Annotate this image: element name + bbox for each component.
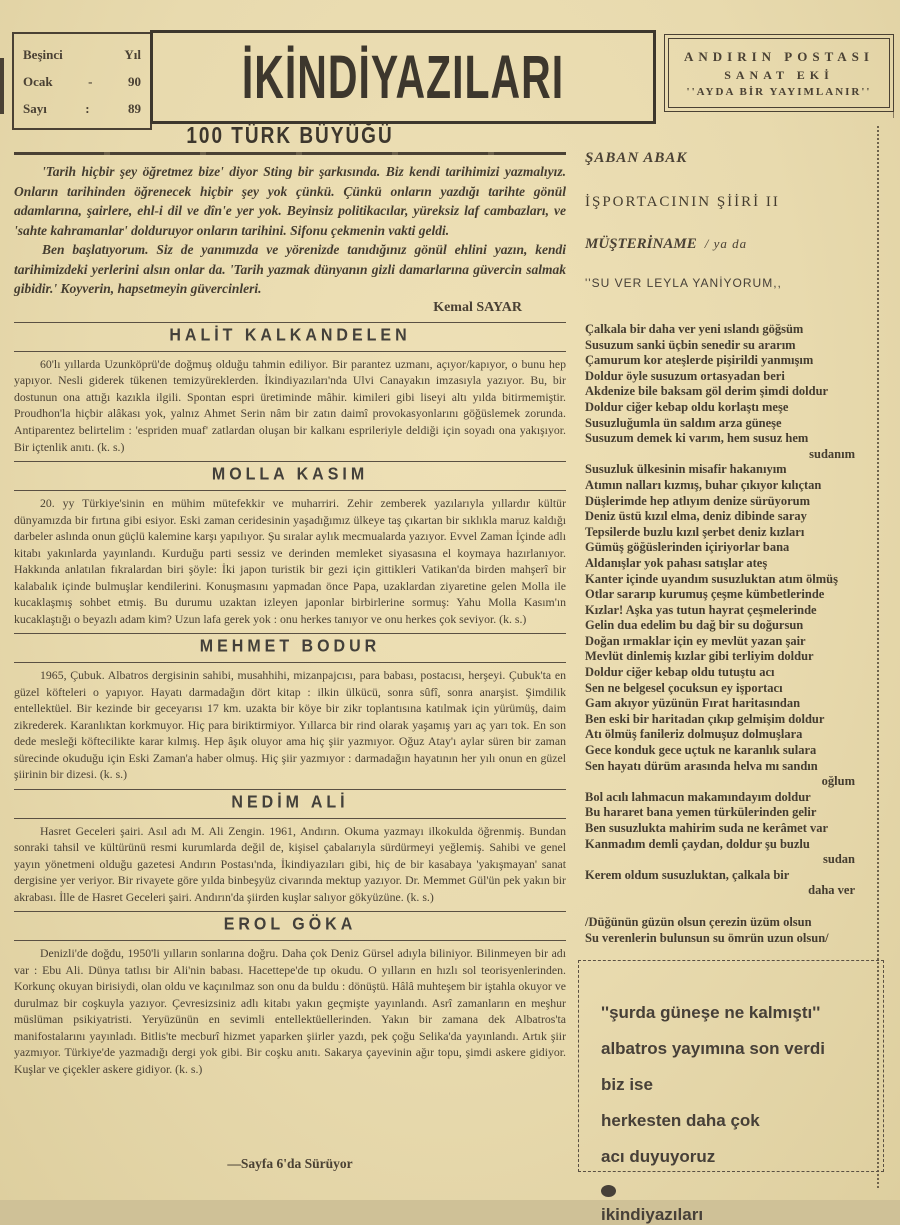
poem-line: Doldur öyle susuzum ortasyadan beri [585,368,785,383]
section-title-rule [14,490,566,491]
section-body: Denizli'de doğdu, 1950'li yılların sonlarına doğru. Daha çok Deniz Gürsel adıyla biliniyor. Bilinmeyen bir adı var : Ebu Ali. Dünya tatlısı bir Ali'nin babası. Hacettepe'de tıp okudu. O yılların en hızlı sol teorisyenlerinden. Korkunç okuyan birisiydi, olan oldu ve kaçınılmaz son onu da buldu : dönüştü. Hâlâ muhteşem bir iştahla okuyor ve durulmaz bir coşkuyla yazıyor. Çevresizsiniz adlı kitabı yakın geçmişte yayınlandı. Asrî zamanların en meşhur müslüman psikiyatristi. Yeryüzünün en sevimli entellektüellerinden. Yakın bir zamana dek Albatros'ta manifostalarını yayınladı. Bitlis'te mecburî hizmet yaparken şiirler yazdı, pek çoğu Selika'da yayınlandı. Artık şiir yazmıyor. Türkiye'de yazmadığı dergi yok gibi. Bir coşku anıtı. Sakarya çayevinin ağır topu, şimdi askere gidiyor. Kuşlar ve çiçekler askere gidiyor. (k. s.) [14,946,566,1076]
section-title: MOLLA KASIM [211,465,369,484]
profile-section [14,794,566,913]
couplet-line: /Düğünün güzün olsun çerezin üzüm olsun [585,914,812,929]
section-divider [14,633,566,634]
profile-section [14,466,566,634]
masthead-box [150,30,656,124]
poem-line: Kızlar! Aşka yas tutun hayrat çeşmelerinde [585,602,817,617]
notice-line: herkesten daha çok [601,1111,760,1130]
bullet-icon [601,1185,616,1197]
profile-section [14,916,566,1077]
poem-line: Kanter içinde uyandım susuzluktan atım ölmüş [585,571,838,586]
issue-separator: : [85,100,90,116]
section-title-wrap [14,638,566,656]
masthead-title: İKİNDİYAZILARI [241,41,565,111]
section-title: HALİT KALKANDELEN [169,326,411,345]
section-title: EROL GÖKA [223,915,357,935]
section-title-wrap [14,916,566,934]
issue-info-row [23,47,141,63]
closing-couplet [585,914,877,946]
poem-line: Doldur ciğer kebap oldu korlaştı meşe [585,399,789,414]
section-title-wrap [14,794,566,812]
editor-signature: Kemal SAYAR [433,299,522,315]
poem-line: Düşlerimde hep atlıyım denize sürüyorum [585,493,810,508]
poem-line: Ben susuzlukta mahirim suda ne kerâmet var [585,821,829,835]
section-title-rule [14,818,566,819]
poem-line: Gam akıyor yüzünün Fırat haritasından [585,696,801,711]
issue-separator [90,47,98,63]
intro-editorial [14,162,566,316]
profile-section [14,638,566,790]
poem-body [585,322,877,899]
supplement-info-inner [668,38,890,108]
section-divider [14,911,566,912]
poem-line: Otlar sararıp kurumuş çeşme kümbetlerinde [585,587,825,602]
section-title-wrap [14,327,566,345]
poem-line: Atımın nalları kızmış, buhar çıkıyor kılıçtan [585,477,822,492]
poem-line: oğlum [821,774,855,789]
section-title-rule [14,940,566,941]
section-title: MEHMET BODUR [199,637,381,656]
poem-line: Tepsilerde buzlu kızıl şerbet deniz kızları [585,524,805,539]
issue-label: Ocak [23,73,53,89]
supplement-info-line: SANAT EKİ [724,67,834,82]
poem-line: Akdenize bile baksam göl derim şimdi doldur [585,384,829,399]
notice-line: albatros yayımına son verdi [601,1039,825,1058]
issue-value: Yıl [124,47,141,63]
supplement-info-line: ANDIRIN POSTASI [684,48,874,64]
poem-line: Çalkala bir daha ver yeni ıslandı göğsüm [585,322,804,336]
poem-line: Gelin dua edelim bu dağ bir su doğursun [585,618,804,633]
supplement-info-box [664,34,894,112]
issue-info-row [23,74,141,90]
poem-line: Kerem oldum susuzluktan, çalkala bir [585,867,790,882]
poem-line: Sen ne belgesel çocuksun ey işportacı [585,680,783,695]
poem-line: Gümüş göğüslerinden içiriyorlar bana [585,540,790,555]
notice-line: ''şurda güneşe ne kalmıştı'' [601,1003,821,1022]
notice-line: acı duyuyoruz [601,1147,716,1166]
poem-line: Susuzluk ülkesinin misafir hakanıyım [585,462,787,477]
poem-line: sudanım [809,446,855,461]
issue-value: 89 [128,100,141,116]
brand-name: ikindiyazıları [601,1205,704,1224]
poem-line: Susuzum demek ki varım, hem susuz hem [585,431,809,446]
notice-line: biz ise [601,1075,653,1094]
profile-sections [14,327,566,1078]
continued-footer: —Sayfa 6'da Sürüyor [227,1156,353,1171]
notice-box [578,960,884,1224]
poem-line: Doldur ciğer kebap oldu tutuştu acı [585,665,775,680]
section-divider [14,461,566,462]
poem-author: ŞABAN ABAK [585,150,688,166]
section-title: NEDİM ALİ [231,792,349,812]
poem-line: Gece konduk gece uçtuk ne karanlık sulara [585,743,817,758]
section-body: 20. yy Türkiye'sinin en mühim mütefekkir ve muharriri. Zehir zemberek yazılarıyla yıllardır kültür dünyamızda bir fırtına gibi esiyor. Eski zaman ceridesinin yaşadığımız ülkeye taş çıkartan bir sıklıkla maruz kaldığı darbeler aslında onun güçlü kalemine karşı yapılıyor. Şu sıralar aylık mecmualarda yazıyor. Evvel Zaman İçinde adlı kitabı yakınlarda yayınlandı. Kurduğu parti sessiz ve derinden memleket siyasasına el koymaya hazırlanıyor. Hakkında anlatılan fıkralardan biri şöyle: İki japon turistik bir gezi için gittikleri Vatikan'da birden mahşerî bir kalabalık içinde bulmuşlar kendilerini. Konuşmasını yapmadan önce Papa, uzaklardan ziyaretine gelen Molla ile kucaklaşmış sohbet etmiş. Bu durumu uzaktan izleyen japonlar birbirlerine sormuş: Yahu Molla Kasım'ın kucaklaştığı o beyazlı adam kim? Uzun lafa gerek yok : onu herkes tanıyor ve onu herkes çok seviyor. (k. s.) [14,496,566,626]
poem-line: Ben eski bir haritadan çıkıp gelmişim doldur [585,711,825,726]
section-body: Hasret Geceleri şairi. Asıl adı M. Ali Zengin. 1961, Andırın. Okuma yazmayı ilkokulda öğrenmiş. Bundan sonraki tahsil ve kültürünü resmi kurumlarda değil de, kişisel çabalarıyla sürdürmeyi yeğlemiş. Sahibi ve genel yayın yönetmeni olduğu gazetesi Andırın Postası'nda, İkindiyazıları gibi, hiç de bir kasabaya 'yakışmayan' sanat dergisine yer veriyor. Bir rivayete göre yılda binbeşyüz civarında mektup yazıyor. Dr. Memmet Gül'ün pek yakın bir akrabası. İlle de Hasret Geceleri şairi. Andırın'da şiirden kuşlar salıyor gökyüzüne. (k. s.) [14,823,566,904]
poem-line: Sen hayatı dürüm arasında helva mı sandın [585,758,818,773]
rubric-heading: 100 TÜRK BÜYÜĞÜ [186,123,394,149]
poem-line: Çamurum kor ateşlerde pişirildi yanmışım [585,353,814,368]
section-title-rule [14,662,566,663]
intro-paragraph: Ben başlatıyorum. Siz de yanımızda ve yörenizde tanıdığınız gönül ehlini yazın, kendi tarihimizdeki yerlerini alsın onlar da. 'Tarih yazmak dünyanın gizli damarlarına güvercin salmak gibidir.' Koyverin, hapsetmeyin güvercinleri. [14,242,566,297]
poem-line: Aldanışlar yok pahası satışlar ateş [585,555,768,570]
issue-value: 90 [128,73,141,89]
scan-edge-mark [0,58,4,114]
poem-line: sudan [823,852,855,867]
issue-separator: - [88,73,93,89]
section-title-rule [14,351,566,352]
rubric-rule [14,152,566,155]
section-divider [14,322,566,323]
couplet-line: Su verenlerin bulunsun su ömrün uzun olsun/ [585,930,829,945]
poem-line: Deniz üstü kızıl elma, deniz dibinde saray [585,509,807,524]
poem-line: daha ver [808,883,855,898]
poem-line: Bu hararet bana yemen türkülerinden gelir [585,805,817,820]
poem-line: Doğan ırmaklar için ey mevlüt yazan şair [585,633,806,648]
poem-subtitle: ''SU VER LEYLA YANİYORUM,, [585,276,782,290]
issue-label: Beşinci [23,47,63,63]
poem-line: Mevlüt dinlemiş kızlar gibi terliyim doldur [585,649,814,664]
profile-section [14,327,566,462]
intro-paragraph: 'Tarih hiçbir şey öğretmez bize' diyor Sting bir şarkısında. Biz kendi tarihimizi yazmalıyız. Onların tarihinden öğrenecek hiçbir şey yok çünkü. Çünkü onların yazdığı tarihte gönül adamlarına, şairlere, ehl-i dil ve dîn'e yer yok. Beyinsiz politikacılar, yüreksiz laf cambazları, ve 'sahte kahramanlar' dolduruyor onların tarihini. Sifonu çekmenin vakti geldi. [14,164,566,238]
poem-column [585,150,877,946]
issue-info-box [12,32,152,130]
poem-line: Susuzum sanki üçbin senedir su ararım [585,337,796,352]
poem-line: Susuzluğumla ün saldım arza güneşe [585,415,782,430]
issue-label: Sayı [23,100,47,116]
poem-line: Atı ölmüş fanileriz dolmuşuz dolmuşlara [585,727,803,742]
section-title-wrap [14,466,566,484]
section-body: 1965, Çubuk. Albatros dergisinin sahibi, musahhihi, mizanpajcısı, para babası, postacısı, herşeyi. Çubuk'ta en güzel köfteleri o yapıyor. Hayatı darmadağın dört kitap : ilkin ülkücü, sonra sûfî, sonra anarşist. Şimdilik entellektüel. Bir kezinde bir geceyarısı 17 km. uzakta bir köye bir zikr toplantısına katılmak için yürümüş, daim zikrederek. Karanlıktan korkmuyor. Hiç para biriktirmiyor. Yıllarca bir rind olarak yaşamış yarı aç yarı tok. En son dede mesleği köftecilikte karar kılmış. Hep âşık oluyor ama hiç şiir yazmıyor. Oğuz Atay'ı aylar süren bir zaman sürecinde okuduğu için Eski Zaman'a haber olmuş. Hiç şiir yazmıyor : darmadağın hayatının her yılı onun en güzel şiirinin bir dizesi. (k. s.) [14,668,566,782]
main-column [14,123,566,1082]
supplement-info-line: ''AYDA BİR YAYIMLANIR'' [686,85,872,98]
poem-title: MÜŞTERİNAME [585,236,697,252]
poem-line: Kanmadım demli çaydan, doldur şu buzlu [585,836,810,851]
section-divider [14,789,566,790]
section-body: 60'lı yıllarda Uzunköprü'de doğmuş olduğu tahmin ediliyor. Bir parantez uzmanı, açıyor/kapıyor, o bunu hep yapıyor. Nesli giderek tükenen temizyüreklerden. İkindiyazıları'nda Ulvi Canayakın imzasıyla yazıyor. Bu, bir dostunun ona attığı kazıkla ilgili. Spontan espri üretiminde mâhir. kimileri gibi liseyi altı yılda bitirmemiştir. Proudhon'la hiçbir alâkası yok, yalnız Ahmet Serin nâm bir zatın daimî provokasyonlarını göğüslemek zorunda. Antiparentez belirtelim : 'espriden muaf' zatlardan oluşan bir kalkanı esprileriyle deldiği için soyadı ona yakışıyor. Bir içtenlik anıtı. (k. s.) [14,356,566,454]
poem-title-line: MÜŞTERİNAME / ya da [585,236,748,252]
poem-line: Bol acılı lahmacun makamındayım doldur [585,789,811,804]
issue-info-row [23,101,141,117]
poem-series-title: İŞPORTACININ ŞİİRİ II [585,194,780,210]
